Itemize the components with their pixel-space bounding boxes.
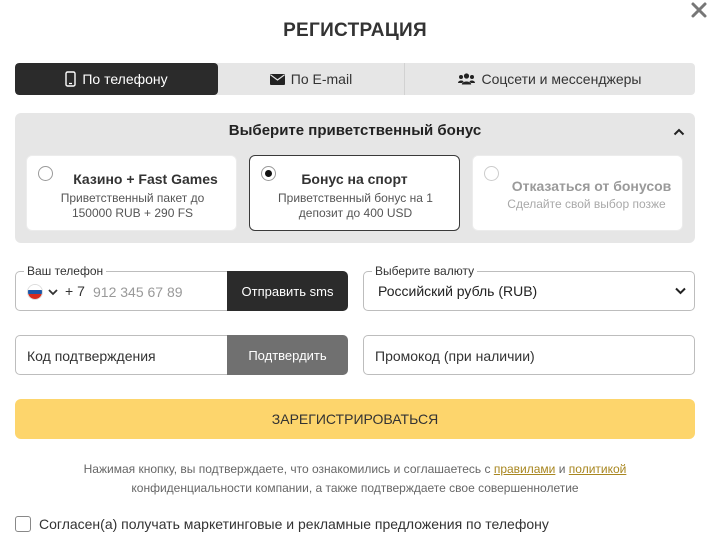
promo-code-field bbox=[363, 335, 695, 375]
users-icon bbox=[458, 73, 475, 85]
currency-select[interactable] bbox=[363, 264, 695, 311]
bonus-option-name: Бонус на спорт bbox=[301, 171, 408, 187]
chevron-up-icon[interactable] bbox=[672, 125, 686, 139]
tab-phone[interactable] bbox=[15, 63, 218, 95]
bonus-option-desc-line: 150000 RUB + 290 FS bbox=[71, 206, 194, 220]
phone-icon bbox=[65, 71, 76, 87]
confirm-button[interactable]: Подтвердить bbox=[227, 335, 348, 375]
rules-link[interactable]: правилами bbox=[493, 462, 556, 476]
currency-value: Российский рубль (RUB) bbox=[378, 283, 538, 299]
confirmation-code-field bbox=[15, 335, 347, 375]
close-button[interactable] bbox=[688, 0, 710, 22]
phone-legend: Ваш телефон bbox=[24, 264, 106, 278]
registration-tabs bbox=[15, 63, 695, 95]
policy-link[interactable]: политикой bbox=[568, 462, 627, 476]
chevron-down-icon[interactable] bbox=[47, 287, 59, 297]
bonus-option-desc bbox=[35, 191, 230, 221]
bonus-title: Выберите приветственный бонус bbox=[228, 122, 482, 139]
marketing-consent-label[interactable]: Согласен(а) получать маркетинговые и рекламные предложения по телефону bbox=[39, 516, 549, 532]
chevron-down-icon bbox=[674, 286, 687, 296]
bonus-option-desc bbox=[258, 191, 453, 221]
confirmation-code-input[interactable] bbox=[27, 345, 217, 367]
send-sms-button[interactable]: Отправить sms bbox=[227, 271, 348, 311]
phone-field bbox=[15, 264, 347, 311]
country-code: + 7 bbox=[65, 283, 85, 299]
tab-phone-label: По телефону bbox=[82, 71, 168, 87]
terms-line-1 bbox=[30, 460, 680, 479]
terms-text-1: Нажимая кнопку, вы подтверждаете, что ознакомились и соглашаетесь с bbox=[83, 462, 491, 476]
bonus-option-casino[interactable] bbox=[26, 155, 237, 231]
bonus-option-desc-line: депозит до 400 USD bbox=[298, 206, 413, 220]
bonus-option-name: Отказаться от бонусов bbox=[511, 178, 672, 194]
register-button[interactable]: ЗАРЕГИСТРИРОВАТЬСЯ bbox=[15, 399, 695, 439]
russia-flag-icon[interactable] bbox=[27, 284, 43, 300]
tab-social[interactable] bbox=[405, 63, 695, 95]
bonus-option-desc-line: Приветственный пакет до bbox=[60, 191, 205, 205]
promo-code-input[interactable] bbox=[375, 345, 680, 367]
bonus-option-desc bbox=[489, 197, 684, 212]
terms-text-2: конфиденциальности компании, а также подтверждаете свое совершеннолетие bbox=[131, 481, 579, 495]
dialog-title: РЕГИСТРАЦИЯ bbox=[283, 20, 427, 41]
close-icon bbox=[688, 0, 710, 22]
bonus-option-desc-line: Приветственный бонус на 1 bbox=[278, 191, 433, 205]
bonus-option-sport[interactable] bbox=[249, 155, 460, 231]
marketing-consent bbox=[15, 516, 549, 532]
terms-text bbox=[30, 460, 680, 498]
phone-input[interactable] bbox=[93, 282, 223, 302]
terms-and: и bbox=[558, 462, 566, 476]
tab-email-label: По E-mail bbox=[290, 71, 353, 87]
marketing-consent-checkbox[interactable] bbox=[15, 516, 31, 532]
tab-social-label: Соцсети и мессенджеры bbox=[481, 71, 642, 87]
bonus-panel bbox=[15, 113, 695, 243]
bonus-option-name: Казино + Fast Games bbox=[73, 171, 218, 187]
tab-email[interactable] bbox=[218, 63, 405, 95]
envelope-icon bbox=[270, 74, 285, 85]
bonus-option-desc-line: Сделайте свой выбор позже bbox=[507, 197, 666, 211]
bonus-option-decline[interactable] bbox=[472, 155, 683, 231]
currency-legend: Выберите валюту bbox=[372, 264, 477, 278]
